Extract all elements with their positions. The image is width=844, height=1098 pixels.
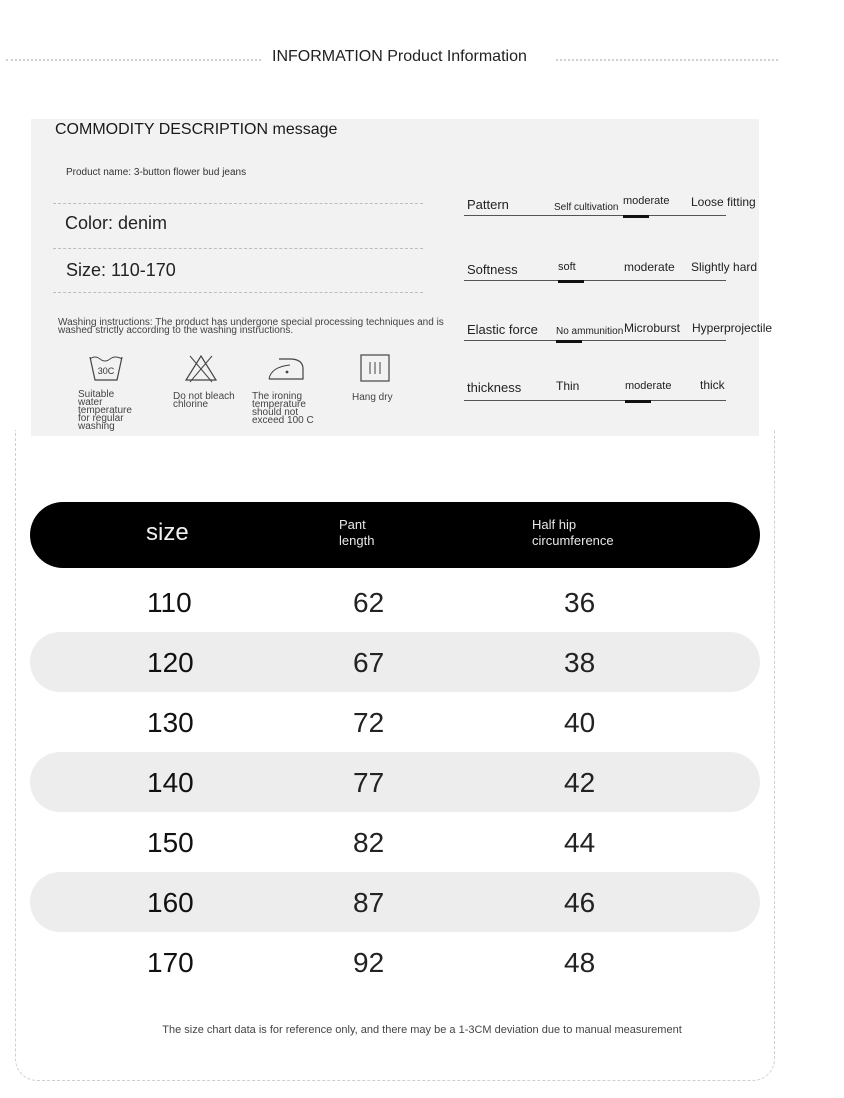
cell-half-hip: 36 [564,587,596,618]
cell-pant-length: 62 [353,587,385,618]
level-marker [556,340,582,343]
product-color: Color: denim [65,213,168,233]
commodity-title: COMMODITY DESCRIPTION message [55,121,338,138]
level-marker [623,215,649,218]
table-row [30,932,760,992]
cell-pant-length: 77 [353,767,385,798]
care-label: Suitable water temperature for regular washing [78,389,132,432]
wash-temp-text: 30C [97,366,115,376]
attr-level: moderate [625,380,672,392]
cell-pant-length: 87 [353,887,385,918]
attr-level: Loose fitting [691,195,756,209]
table-row [30,752,760,812]
divider [53,292,423,293]
divider [53,203,423,204]
cell-size: 130 [147,707,194,738]
cell-size: 140 [147,767,194,798]
attr-level: thick [700,378,725,392]
attr-name: Pattern [467,197,509,212]
product-name: Product name: 3-button flower bud jeans [66,167,247,178]
attr-name: Softness [467,262,518,277]
level-marker [625,400,651,403]
attr-pattern [464,186,756,216]
no-bleach-icon [181,353,221,383]
attr-name: thickness [467,380,522,395]
cell-half-hip: 40 [564,707,596,738]
commodity-card [31,119,773,436]
washing-instructions: Washing instructions: The product has undergone special processing techniques and is washed strictly according to the washing instructions. [58,317,444,336]
attr-level: Thin [556,379,580,393]
header-half-hip: Half hip circumference [532,517,614,548]
divider [53,248,423,249]
attr-softness [464,251,758,281]
cell-half-hip: 46 [564,887,596,918]
iron-icon [266,353,306,383]
cell-half-hip: 44 [564,827,596,858]
cell-half-hip: 42 [564,767,596,798]
divider-right [556,59,778,61]
care-icons [76,353,416,433]
table-row [30,872,760,932]
cell-size: 120 [147,647,194,678]
attr-level: moderate [623,195,670,207]
cell-pant-length: 72 [353,707,385,738]
cell-half-hip: 38 [564,647,596,678]
attr-level: Microburst [624,321,681,335]
attr-elastic-force [464,311,773,341]
scale-line [464,215,726,216]
table-row [30,572,760,632]
attr-level: Slightly hard [691,260,758,274]
cell-size: 170 [147,947,194,978]
divider-left [6,59,261,61]
scale-line [464,340,726,341]
cell-size: 150 [147,827,194,858]
wash-30-icon [86,353,126,383]
scale-line [464,400,726,401]
hang-dry-icon [356,353,396,383]
size-chart-note: The size chart data is for reference only, and there may be a 1-3CM deviation due to manual measurement [162,1024,682,1036]
table-row [30,632,760,692]
table-row [30,812,760,872]
attr-thickness [464,371,726,401]
size-table-header [30,502,760,568]
cell-pant-length: 92 [353,947,385,978]
page-title: INFORMATION Product Information [272,48,527,65]
cell-size: 110 [147,587,192,618]
size-table-body [30,572,760,992]
attr-level: Self cultivation [554,202,619,213]
attr-level: moderate [624,260,675,274]
product-size: Size: 110-170 [66,260,176,280]
cell-half-hip: 48 [564,947,596,978]
table-row [30,692,760,752]
care-label: Hang dry [352,392,393,403]
cell-pant-length: 82 [353,827,385,858]
scale-line [464,280,726,281]
info-header [0,46,790,68]
header-pant-length: Pant length [339,517,375,548]
care-label: The ironing temperature should not exceed 100 C [252,391,314,426]
level-marker [558,280,584,283]
attr-level: No ammunition [556,326,624,337]
attr-level: Hyperprojectile [692,321,773,335]
header-size: size [146,519,189,546]
care-label: Do not bleach chlorine [173,391,235,410]
cell-pant-length: 67 [353,647,385,678]
attr-name: Elastic force [467,322,538,337]
cell-size: 160 [147,887,194,918]
attr-level: soft [558,261,576,273]
